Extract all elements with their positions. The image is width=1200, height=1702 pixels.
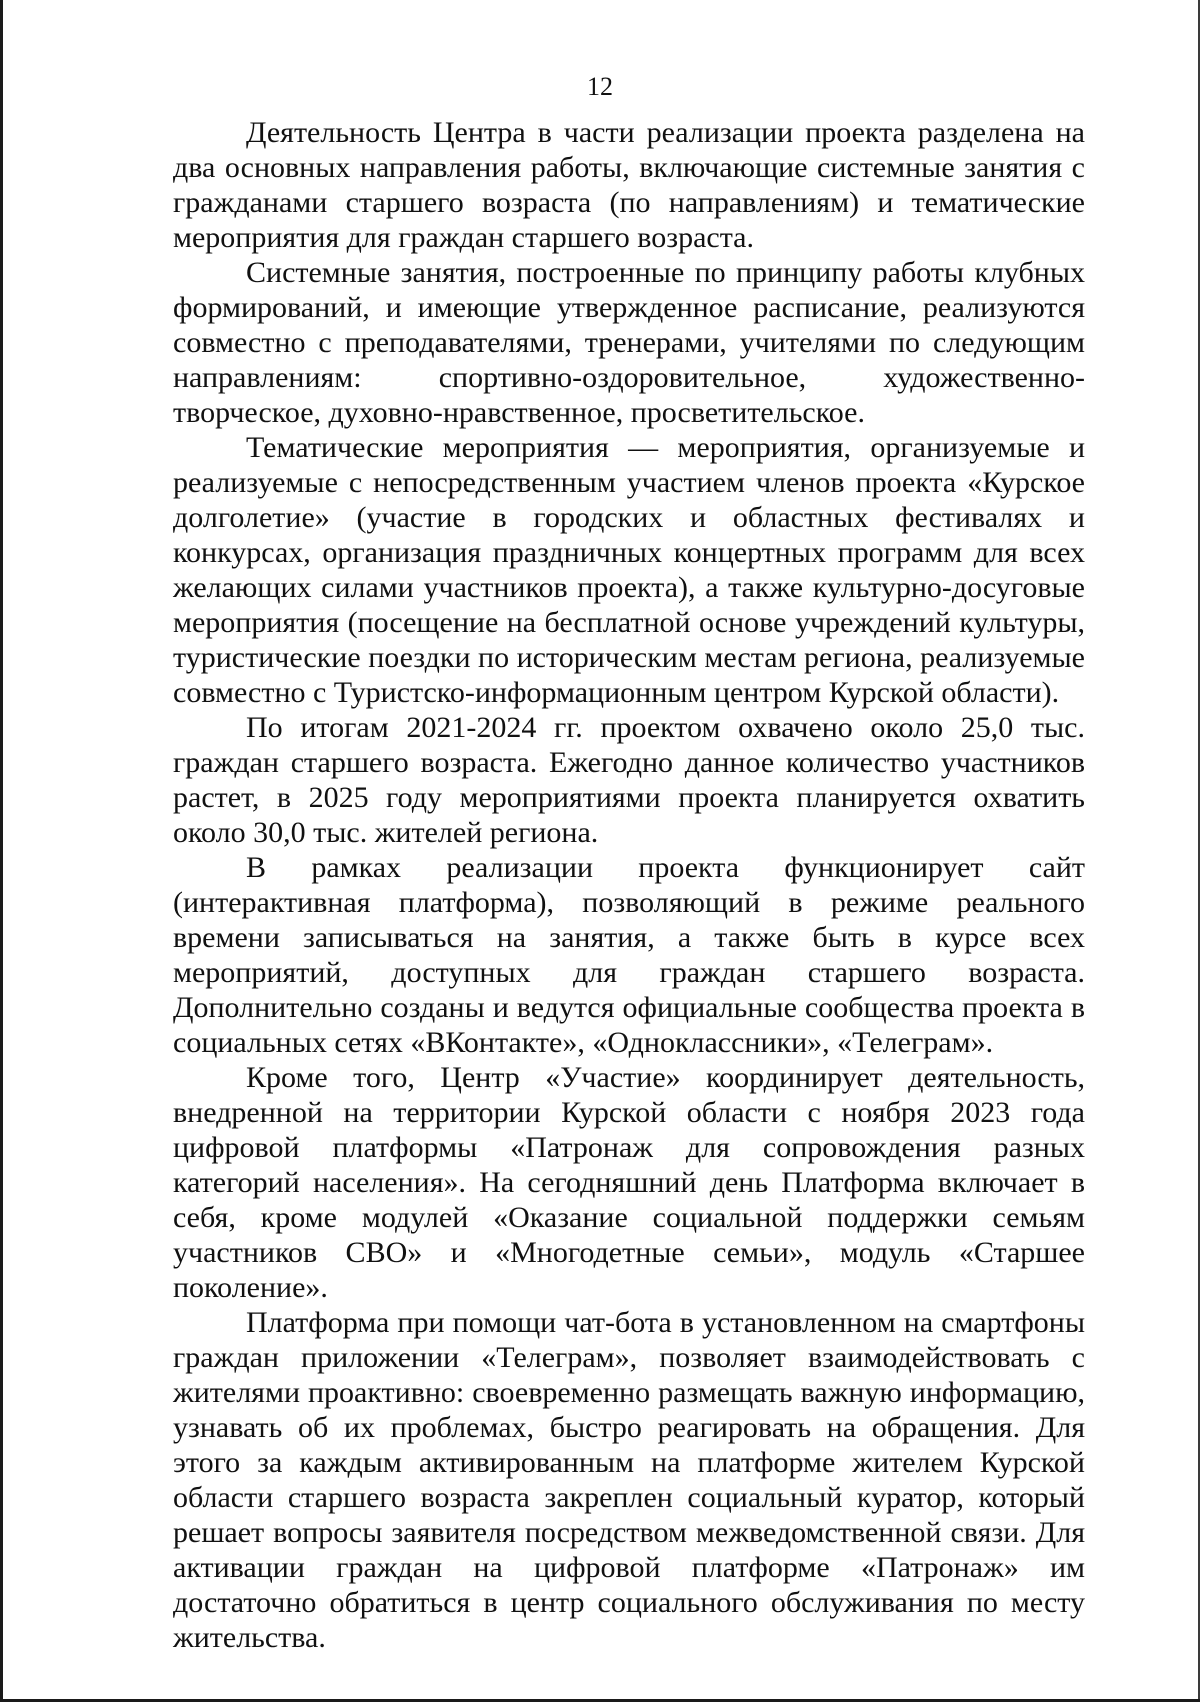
page-number: 12 (587, 72, 613, 101)
paragraph-coverage-results: По итогам 2021-2024 гг. проектом охвачено около 25,0 тыс. граждан старшего возраста. Ежегодно данное количество участников растет, в 2025 году мероприятиями проекта планируется охватить около 30,0 тыс. жителей региона. (173, 711, 1085, 849)
paragraph-activity-directions: Деятельность Центра в части реализации проекта разделена на два основных направления работы, включающие системные занятия с гражданами старшего возраста (по направлениям) и тематические мероприятия для граждан старшего возраста. (173, 116, 1085, 254)
paragraph-chatbot-curator: Платформа при помощи чат-бота в установленном на смартфоны граждан приложении «Телеграм», позволяет взаимодействовать с жителями проактивно: своевременно размещать важную информацию, узнавать об их проблемах, быстро реагировать на обращения. Для этого за каждым активированным на платформе жителем Курской области старшего возраста закреплен социальный куратор, который решает вопросы заявителя посредством межведомственной связи. Для активации граждан на цифровой платформе «Патронаж» им достаточно обратиться в центр социального обслуживания по месту жительства. (173, 1306, 1085, 1654)
paragraph-website-platform: В рамках реализации проекта функционирует сайт (интерактивная платформа), позволяющий в режиме реального времени записываться на занятия, а также быть в курсе всех мероприятий, доступных для граждан старшего возраста. Дополнительно созданы и ведутся официальные сообщества проекта в социальных сетях «ВКонтакте», «Одноклассники», «Телеграм». (173, 851, 1085, 1059)
document-body (173, 115, 1085, 1655)
paragraph-patronage-platform: Кроме того, Центр «Участие» координирует деятельность, внедренной на территории Курской области с ноября 2023 года цифровой платформы «Патронаж для сопровождения разных категорий населения». На сегодняшний день Платформа включает в себя, кроме модулей «Оказание социальной поддержки семьям участников СВО» и «Многодетные семьи», модуль «Старшее поколение». (173, 1061, 1085, 1304)
paragraph-thematic-events: Тематические мероприятия — мероприятия, организуемые и реализуемые с непосредственным участием членов проекта «Курское долголетие» (участие в городских и областных фестивалях и конкурсах, организация праздничных концертных программ для всех желающих силами участников проекта), а также культурно-досуговые мероприятия (посещение на бесплатной основе учреждений культуры, туристические поездки по историческим местам региона, реализуемые совместно с Туристско-информационным центром Курской области). (173, 431, 1085, 709)
scan-edge-left (0, 0, 3, 1702)
paragraph-systematic-classes: Системные занятия, построенные по принципу работы клубных формирований, и имеющие утвержденное расписание, реализуются совместно с преподавателями, тренерами, учителями по следующим направлениям: спортивно-оздоровительное, художественно-творческое, духовно-нравственное, просветительское. (173, 256, 1085, 429)
